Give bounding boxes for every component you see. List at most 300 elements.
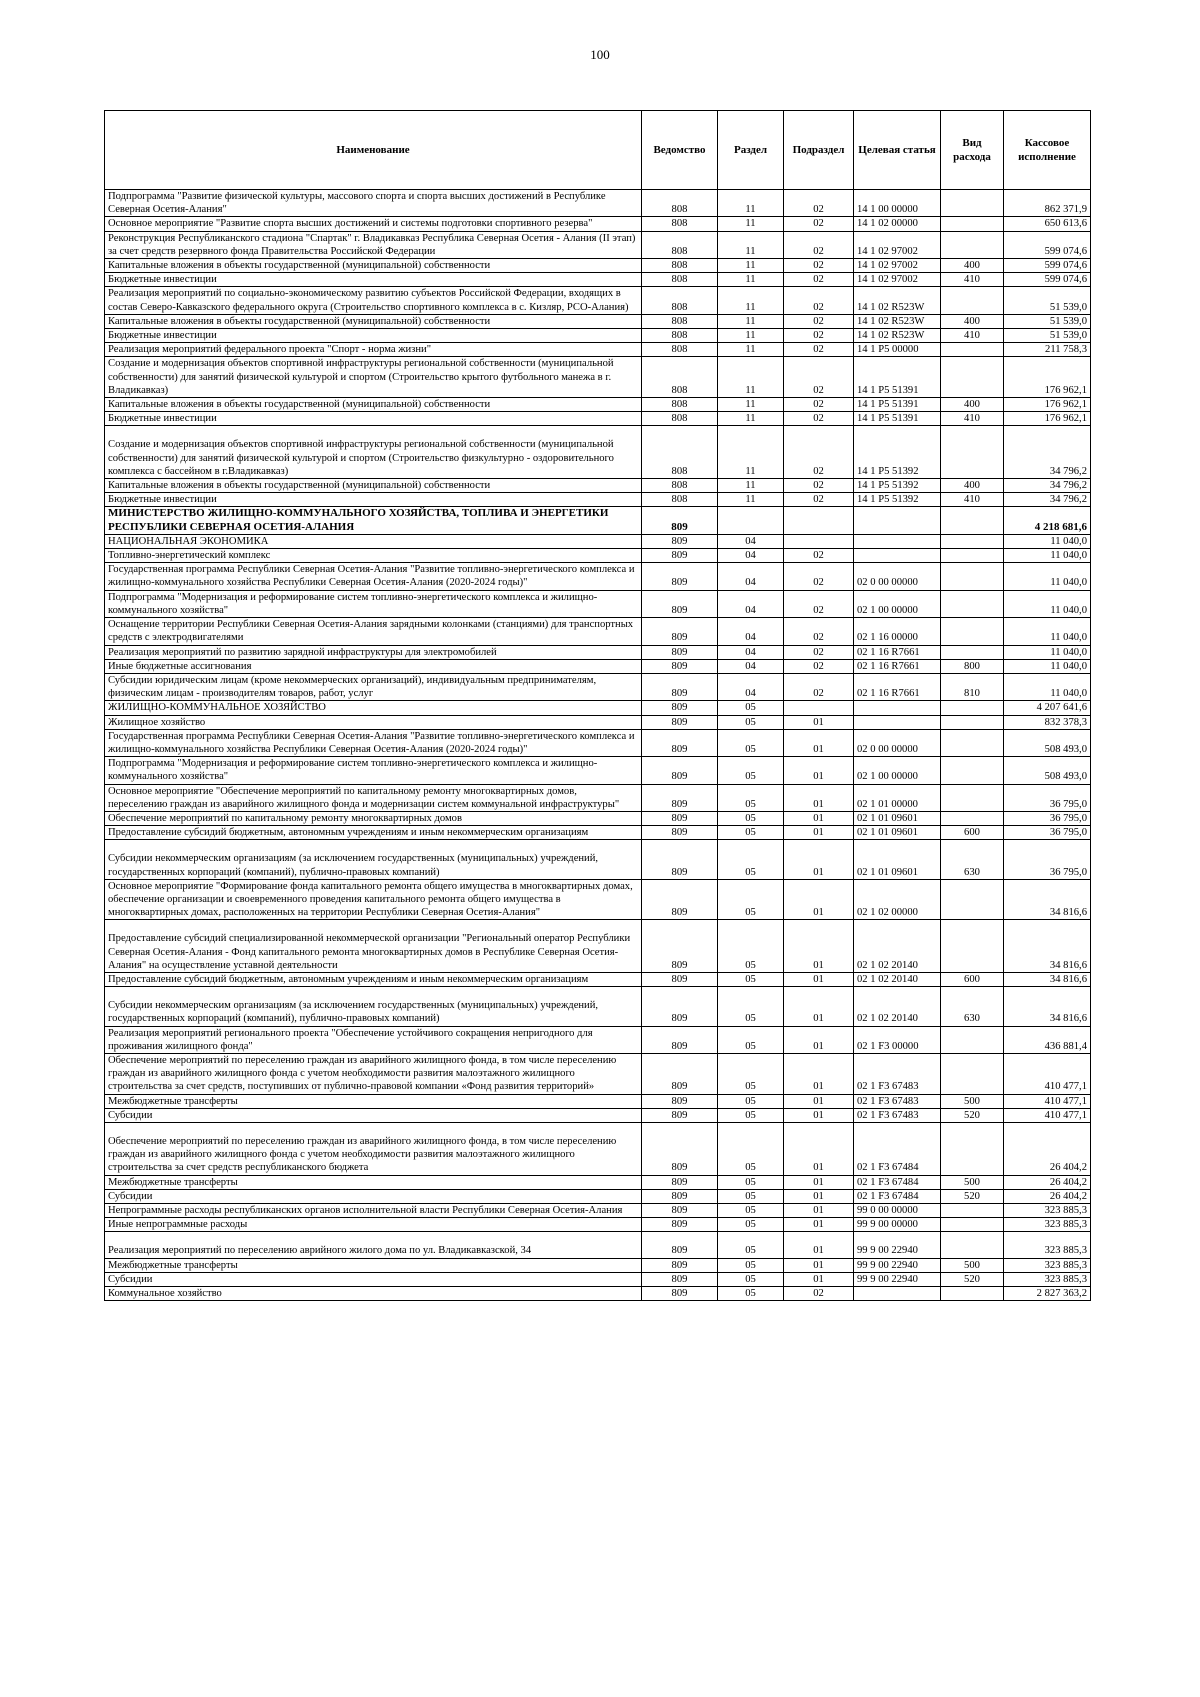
cell-podrazdel: 01 — [784, 715, 854, 729]
cell-target: 14 1 P5 51391 — [854, 357, 941, 398]
cell-podrazdel: 02 — [784, 329, 854, 343]
cell-razdel: 05 — [718, 879, 784, 920]
cell-sum: 34 796,2 — [1004, 479, 1091, 493]
cell-sum: 323 885,3 — [1004, 1272, 1091, 1286]
cell-podrazdel: 01 — [784, 811, 854, 825]
cell-podrazdel: 02 — [784, 217, 854, 231]
cell-ved: 809 — [642, 811, 718, 825]
cell-target: 14 1 P5 51392 — [854, 479, 941, 493]
cell-sum: 34 816,6 — [1004, 972, 1091, 986]
cell-sum: 11 040,0 — [1004, 659, 1091, 673]
cell-vid: 630 — [941, 840, 1004, 879]
cell-razdel: 05 — [718, 757, 784, 784]
cell-razdel: 11 — [718, 259, 784, 273]
cell-vid — [941, 590, 1004, 617]
table-row — [105, 1026, 1091, 1053]
table-row — [105, 659, 1091, 673]
cell-sum: 26 404,2 — [1004, 1189, 1091, 1203]
cell-target: 14 1 02 R523W — [854, 314, 941, 328]
cell-target: 02 1 01 09601 — [854, 840, 941, 879]
table-row — [105, 426, 1091, 479]
cell-vid — [941, 217, 1004, 231]
cell-target — [854, 549, 941, 563]
cell-target: 02 1 16 00000 — [854, 618, 941, 645]
cell-podrazdel: 02 — [784, 590, 854, 617]
cell-name: Основное мероприятие "Формирование фонда капитального ремонта общего имущества в многоквартирных домах, обеспечение организации и своевременного проведения капитального ремонта общего имущества в многоквартирных домах, расположенных на территории Республики Северная Осетия-Алания" — [105, 879, 642, 920]
cell-sum: 51 539,0 — [1004, 329, 1091, 343]
cell-sum: 34 796,2 — [1004, 493, 1091, 507]
cell-vid — [941, 426, 1004, 479]
cell-ved: 809 — [642, 784, 718, 811]
cell-target: 14 1 00 00000 — [854, 190, 941, 217]
table-row — [105, 1094, 1091, 1108]
cell-vid — [941, 287, 1004, 314]
table-row — [105, 618, 1091, 645]
cell-razdel: 11 — [718, 231, 784, 258]
cell-sum: 36 795,0 — [1004, 826, 1091, 840]
cell-sum: 323 885,3 — [1004, 1218, 1091, 1232]
table-row — [105, 879, 1091, 920]
cell-target: 02 1 01 09601 — [854, 811, 941, 825]
cell-target: 02 1 F3 00000 — [854, 1026, 941, 1053]
cell-ved: 808 — [642, 190, 718, 217]
cell-sum: 323 885,3 — [1004, 1204, 1091, 1218]
cell-target: 02 0 00 00000 — [854, 563, 941, 590]
header-target: Целевая статья — [854, 111, 941, 190]
cell-target: 02 1 02 00000 — [854, 879, 941, 920]
cell-target: 02 1 00 00000 — [854, 590, 941, 617]
cell-razdel: 11 — [718, 398, 784, 412]
cell-sum: 436 881,4 — [1004, 1026, 1091, 1053]
cell-podrazdel — [784, 701, 854, 715]
cell-razdel: 05 — [718, 701, 784, 715]
cell-podrazdel: 01 — [784, 826, 854, 840]
cell-name: Межбюджетные трансферты — [105, 1258, 642, 1272]
table-row — [105, 273, 1091, 287]
cell-ved: 809 — [642, 840, 718, 879]
table-row — [105, 1189, 1091, 1203]
cell-vid — [941, 618, 1004, 645]
table-row — [105, 1123, 1091, 1176]
cell-sum: 26 404,2 — [1004, 1175, 1091, 1189]
cell-name: Межбюджетные трансферты — [105, 1175, 642, 1189]
table-row — [105, 190, 1091, 217]
table-row — [105, 1175, 1091, 1189]
cell-vid: 500 — [941, 1175, 1004, 1189]
table-row — [105, 231, 1091, 258]
cell-vid: 400 — [941, 398, 1004, 412]
cell-ved: 809 — [642, 1094, 718, 1108]
cell-razdel: 04 — [718, 645, 784, 659]
cell-target — [854, 534, 941, 548]
cell-sum: 176 962,1 — [1004, 398, 1091, 412]
cell-ved: 809 — [642, 645, 718, 659]
table-row — [105, 259, 1091, 273]
cell-name: Топливно-энергетический комплекс — [105, 549, 642, 563]
cell-vid — [941, 784, 1004, 811]
cell-target: 02 1 01 00000 — [854, 784, 941, 811]
cell-razdel: 11 — [718, 493, 784, 507]
cell-podrazdel: 01 — [784, 1189, 854, 1203]
cell-sum: 11 040,0 — [1004, 563, 1091, 590]
cell-vid: 810 — [941, 673, 1004, 700]
cell-sum: 11 040,0 — [1004, 590, 1091, 617]
table-row — [105, 826, 1091, 840]
cell-name: Бюджетные инвестиции — [105, 412, 642, 426]
cell-vid: 410 — [941, 329, 1004, 343]
cell-sum: 650 613,6 — [1004, 217, 1091, 231]
cell-target: 14 1 02 00000 — [854, 217, 941, 231]
cell-target: 14 1 P5 51391 — [854, 398, 941, 412]
cell-sum: 508 493,0 — [1004, 729, 1091, 756]
cell-target: 02 1 00 00000 — [854, 757, 941, 784]
cell-vid — [941, 190, 1004, 217]
cell-vid — [941, 1026, 1004, 1053]
cell-vid — [941, 357, 1004, 398]
cell-podrazdel: 02 — [784, 357, 854, 398]
cell-razdel: 05 — [718, 1094, 784, 1108]
cell-sum: 4 218 681,6 — [1004, 507, 1091, 534]
cell-podrazdel: 01 — [784, 1258, 854, 1272]
cell-name: Субсидии юридическим лицам (кроме некоммерческих организаций), индивидуальным предпринимателям, физическим лицам - производителям товаров, работ, услуг — [105, 673, 642, 700]
cell-name: Капитальные вложения в объекты государственной (муниципальной) собственности — [105, 479, 642, 493]
cell-podrazdel: 02 — [784, 1287, 854, 1301]
cell-razdel: 05 — [718, 1053, 784, 1094]
cell-target: 02 1 F3 67484 — [854, 1175, 941, 1189]
cell-sum: 323 885,3 — [1004, 1258, 1091, 1272]
cell-name: Государственная программа Республики Северная Осетия-Алания "Развитие топливно-энергетического комплекса и жилищно-коммунального хозяйства Республики Северная Осетия-Алания (2020-2024 годы)" — [105, 563, 642, 590]
cell-razdel: 11 — [718, 273, 784, 287]
cell-razdel: 05 — [718, 715, 784, 729]
cell-razdel: 04 — [718, 659, 784, 673]
cell-razdel: 05 — [718, 1287, 784, 1301]
table-row — [105, 701, 1091, 715]
cell-name: Обеспечение мероприятий по переселению граждан из аварийного жилищного фонда, в том числе переселению граждан из аварийного жилищного фонда с учетом необходимости развития малоэтажного жилищного строительства за счет средств республиканского бюджета — [105, 1123, 642, 1176]
cell-podrazdel: 02 — [784, 231, 854, 258]
table-row — [105, 343, 1091, 357]
cell-razdel — [718, 507, 784, 534]
cell-name: Реализация мероприятий по переселению аврийного жилого дома по ул. Владикавказской, 34 — [105, 1232, 642, 1258]
cell-vid — [941, 715, 1004, 729]
cell-razdel: 11 — [718, 314, 784, 328]
cell-podrazdel: 01 — [784, 920, 854, 973]
table-row — [105, 479, 1091, 493]
table-row — [105, 563, 1091, 590]
cell-podrazdel: 02 — [784, 645, 854, 659]
cell-ved: 809 — [642, 1026, 718, 1053]
cell-vid — [941, 563, 1004, 590]
cell-sum: 34 796,2 — [1004, 426, 1091, 479]
cell-razdel: 05 — [718, 987, 784, 1026]
table-row — [105, 784, 1091, 811]
cell-razdel: 05 — [718, 1108, 784, 1122]
cell-vid — [941, 920, 1004, 973]
cell-sum: 36 795,0 — [1004, 811, 1091, 825]
table-row — [105, 329, 1091, 343]
cell-name: Обеспечение мероприятий по переселению граждан из аварийного жилищного фонда, в том числе переселению граждан из аварийного жилищного фонда с учетом необходимости развития малоэтажного жилищного строительства за счет средств, поступивших от публично-правовой компании «Фонд развития территорий» — [105, 1053, 642, 1094]
cell-vid: 520 — [941, 1108, 1004, 1122]
cell-vid — [941, 1204, 1004, 1218]
cell-target: 14 1 P5 51391 — [854, 412, 941, 426]
cell-vid: 410 — [941, 412, 1004, 426]
cell-ved: 809 — [642, 1272, 718, 1286]
cell-ved: 809 — [642, 729, 718, 756]
cell-podrazdel: 02 — [784, 659, 854, 673]
cell-sum: 832 378,3 — [1004, 715, 1091, 729]
cell-target: 99 9 00 22940 — [854, 1258, 941, 1272]
cell-ved: 809 — [642, 1258, 718, 1272]
cell-vid: 400 — [941, 314, 1004, 328]
cell-target: 02 1 F3 67483 — [854, 1094, 941, 1108]
cell-podrazdel: 01 — [784, 1053, 854, 1094]
cell-target: 02 1 01 09601 — [854, 826, 941, 840]
cell-podrazdel: 01 — [784, 1272, 854, 1286]
cell-target: 14 1 02 97002 — [854, 273, 941, 287]
cell-podrazdel: 01 — [784, 1175, 854, 1189]
cell-ved: 809 — [642, 1123, 718, 1176]
table-row — [105, 987, 1091, 1026]
cell-vid — [941, 534, 1004, 548]
cell-razdel: 05 — [718, 1258, 784, 1272]
table-row — [105, 645, 1091, 659]
cell-razdel: 04 — [718, 673, 784, 700]
cell-razdel: 04 — [718, 618, 784, 645]
cell-vid — [941, 811, 1004, 825]
table-row — [105, 287, 1091, 314]
cell-sum: 11 040,0 — [1004, 534, 1091, 548]
cell-vid: 600 — [941, 826, 1004, 840]
cell-razdel: 11 — [718, 479, 784, 493]
cell-razdel: 05 — [718, 1204, 784, 1218]
budget-execution-table — [104, 110, 1091, 1301]
table-row — [105, 398, 1091, 412]
cell-sum: 34 816,6 — [1004, 920, 1091, 973]
table-row — [105, 507, 1091, 534]
cell-ved: 809 — [642, 757, 718, 784]
cell-vid — [941, 1053, 1004, 1094]
cell-sum: 36 795,0 — [1004, 784, 1091, 811]
cell-ved: 809 — [642, 618, 718, 645]
cell-vid: 400 — [941, 259, 1004, 273]
cell-razdel: 05 — [718, 1026, 784, 1053]
cell-sum: 410 477,1 — [1004, 1108, 1091, 1122]
table-row — [105, 1053, 1091, 1094]
cell-ved: 808 — [642, 231, 718, 258]
cell-target: 02 1 F3 67483 — [854, 1053, 941, 1094]
cell-podrazdel: 02 — [784, 190, 854, 217]
cell-podrazdel: 01 — [784, 1108, 854, 1122]
cell-podrazdel: 01 — [784, 729, 854, 756]
cell-sum: 11 040,0 — [1004, 673, 1091, 700]
cell-sum: 11 040,0 — [1004, 618, 1091, 645]
cell-sum: 36 795,0 — [1004, 840, 1091, 879]
table-row — [105, 1232, 1091, 1258]
header-vid: Вид расхода — [941, 111, 1004, 190]
cell-name: Субсидии — [105, 1189, 642, 1203]
cell-ved: 809 — [642, 1232, 718, 1258]
cell-podrazdel: 02 — [784, 673, 854, 700]
cell-ved: 809 — [642, 826, 718, 840]
cell-vid: 410 — [941, 493, 1004, 507]
cell-podrazdel: 01 — [784, 1026, 854, 1053]
cell-name: Субсидии некоммерческим организациям (за исключением государственных (муниципальных) учреждений, государственных корпораций (компаний), публично-правовых компаний) — [105, 840, 642, 879]
table-row — [105, 840, 1091, 879]
cell-name: Субсидии некоммерческим организациям (за исключением государственных (муниципальных) учреждений, государственных корпораций (компаний), публично-правовых компаний) — [105, 987, 642, 1026]
cell-target: 14 1 02 97002 — [854, 259, 941, 273]
table-row — [105, 729, 1091, 756]
header-podrazdel: Подраздел — [784, 111, 854, 190]
cell-ved: 809 — [642, 920, 718, 973]
cell-target: 02 1 F3 67484 — [854, 1123, 941, 1176]
cell-podrazdel: 02 — [784, 426, 854, 479]
cell-target — [854, 507, 941, 534]
cell-target: 02 1 F3 67483 — [854, 1108, 941, 1122]
cell-name: Реализация мероприятий по развитию зарядной инфраструктуры для электромобилей — [105, 645, 642, 659]
cell-sum: 862 371,9 — [1004, 190, 1091, 217]
cell-razdel: 05 — [718, 784, 784, 811]
cell-ved: 808 — [642, 217, 718, 231]
cell-ved: 808 — [642, 426, 718, 479]
cell-name: Предоставление субсидий бюджетным, автономным учреждениям и иным некоммерческим организациям — [105, 972, 642, 986]
cell-target: 02 0 00 00000 — [854, 729, 941, 756]
cell-razdel: 05 — [718, 920, 784, 973]
cell-name: Подпрограмма "Модернизация и реформирование систем топливно-энергетического комплекса и жилищно-коммунального хозяйства" — [105, 757, 642, 784]
cell-sum: 26 404,2 — [1004, 1123, 1091, 1176]
cell-ved: 808 — [642, 287, 718, 314]
table-row — [105, 811, 1091, 825]
cell-name: Иные непрограммные расходы — [105, 1218, 642, 1232]
table-row — [105, 534, 1091, 548]
page-number: 100 — [590, 47, 610, 62]
cell-ved: 809 — [642, 1053, 718, 1094]
cell-razdel: 05 — [718, 729, 784, 756]
cell-razdel: 05 — [718, 840, 784, 879]
cell-podrazdel: 01 — [784, 1232, 854, 1258]
table-row — [105, 1108, 1091, 1122]
cell-name: Межбюджетные трансферты — [105, 1094, 642, 1108]
table-row — [105, 357, 1091, 398]
cell-ved: 808 — [642, 493, 718, 507]
table-row — [105, 1218, 1091, 1232]
cell-ved: 809 — [642, 673, 718, 700]
cell-razdel: 05 — [718, 1272, 784, 1286]
cell-sum: 599 074,6 — [1004, 273, 1091, 287]
table-row — [105, 314, 1091, 328]
cell-ved: 809 — [642, 549, 718, 563]
cell-vid: 410 — [941, 273, 1004, 287]
cell-sum: 599 074,6 — [1004, 231, 1091, 258]
cell-vid: 630 — [941, 987, 1004, 1026]
cell-vid — [941, 757, 1004, 784]
table-row — [105, 590, 1091, 617]
cell-podrazdel: 01 — [784, 784, 854, 811]
cell-razdel: 04 — [718, 549, 784, 563]
cell-target: 14 1 02 R523W — [854, 287, 941, 314]
cell-razdel: 11 — [718, 412, 784, 426]
cell-vid: 500 — [941, 1094, 1004, 1108]
cell-podrazdel: 02 — [784, 273, 854, 287]
cell-podrazdel: 01 — [784, 879, 854, 920]
cell-name: Капитальные вложения в объекты государственной (муниципальной) собственности — [105, 398, 642, 412]
cell-target: 99 0 00 00000 — [854, 1204, 941, 1218]
cell-vid — [941, 1287, 1004, 1301]
table-row — [105, 217, 1091, 231]
cell-target: 02 1 02 20140 — [854, 920, 941, 973]
cell-vid: 400 — [941, 479, 1004, 493]
table-row — [105, 715, 1091, 729]
cell-ved: 809 — [642, 507, 718, 534]
cell-razdel: 11 — [718, 329, 784, 343]
cell-razdel: 05 — [718, 811, 784, 825]
cell-podrazdel: 02 — [784, 314, 854, 328]
cell-name: Субсидии — [105, 1108, 642, 1122]
cell-target: 14 1 P5 00000 — [854, 343, 941, 357]
cell-target: 02 1 02 20140 — [854, 972, 941, 986]
table-row — [105, 1287, 1091, 1301]
cell-ved: 809 — [642, 972, 718, 986]
cell-name: Основное мероприятие "Обеспечение мероприятий по капитальному ремонту многоквартирных домов, переселению граждан из аварийного жилищного фонда и модернизации систем коммунальной инфраструктуры" — [105, 784, 642, 811]
cell-razdel: 11 — [718, 287, 784, 314]
cell-ved: 808 — [642, 412, 718, 426]
cell-target: 02 1 16 R7661 — [854, 659, 941, 673]
cell-sum: 51 539,0 — [1004, 314, 1091, 328]
cell-podrazdel: 02 — [784, 549, 854, 563]
table-row — [105, 1258, 1091, 1272]
header-name: Наименование — [105, 111, 642, 190]
cell-name: Подпрограмма "Модернизация и реформирование систем топливно-энергетического комплекса и жилищно-коммунального хозяйства" — [105, 590, 642, 617]
cell-podrazdel — [784, 507, 854, 534]
cell-name: Жилищное хозяйство — [105, 715, 642, 729]
cell-target: 02 1 16 R7661 — [854, 645, 941, 659]
cell-name: Реализация мероприятий регионального проекта "Обеспечение устойчивого сокращения непригодного для проживания жилищного фонда" — [105, 1026, 642, 1053]
cell-target: 02 1 02 20140 — [854, 987, 941, 1026]
cell-ved: 808 — [642, 479, 718, 493]
cell-ved: 809 — [642, 879, 718, 920]
cell-name: НАЦИОНАЛЬНАЯ ЭКОНОМИКА — [105, 534, 642, 548]
cell-ved: 808 — [642, 259, 718, 273]
cell-target — [854, 715, 941, 729]
cell-ved: 808 — [642, 357, 718, 398]
cell-razdel: 11 — [718, 426, 784, 479]
cell-sum: 11 040,0 — [1004, 549, 1091, 563]
header-razdel: Раздел — [718, 111, 784, 190]
cell-name: Реализация мероприятий федерального проекта "Спорт - норма жизни" — [105, 343, 642, 357]
cell-target: 99 9 00 00000 — [854, 1218, 941, 1232]
cell-sum: 4 207 641,6 — [1004, 701, 1091, 715]
cell-target — [854, 701, 941, 715]
table-body — [105, 190, 1091, 1301]
cell-ved: 808 — [642, 273, 718, 287]
cell-vid — [941, 701, 1004, 715]
cell-ved: 809 — [642, 1218, 718, 1232]
cell-name: Создание и модернизация объектов спортивной инфраструктуры региональной собственности (муниципальной собственности) для занятий физической культурой и спортом (Строительство крытого футбольного манежа в г. Владикавказ) — [105, 357, 642, 398]
table-row — [105, 757, 1091, 784]
cell-podrazdel: 02 — [784, 412, 854, 426]
cell-ved: 809 — [642, 534, 718, 548]
cell-razdel: 05 — [718, 826, 784, 840]
cell-ved: 809 — [642, 590, 718, 617]
cell-podrazdel: 02 — [784, 618, 854, 645]
table-row — [105, 972, 1091, 986]
cell-target: 99 9 00 22940 — [854, 1232, 941, 1258]
cell-sum: 51 539,0 — [1004, 287, 1091, 314]
cell-razdel: 05 — [718, 1189, 784, 1203]
cell-podrazdel: 02 — [784, 287, 854, 314]
cell-podrazdel: 01 — [784, 840, 854, 879]
cell-podrazdel: 01 — [784, 757, 854, 784]
cell-razdel: 05 — [718, 1232, 784, 1258]
cell-name: Субсидии — [105, 1272, 642, 1286]
